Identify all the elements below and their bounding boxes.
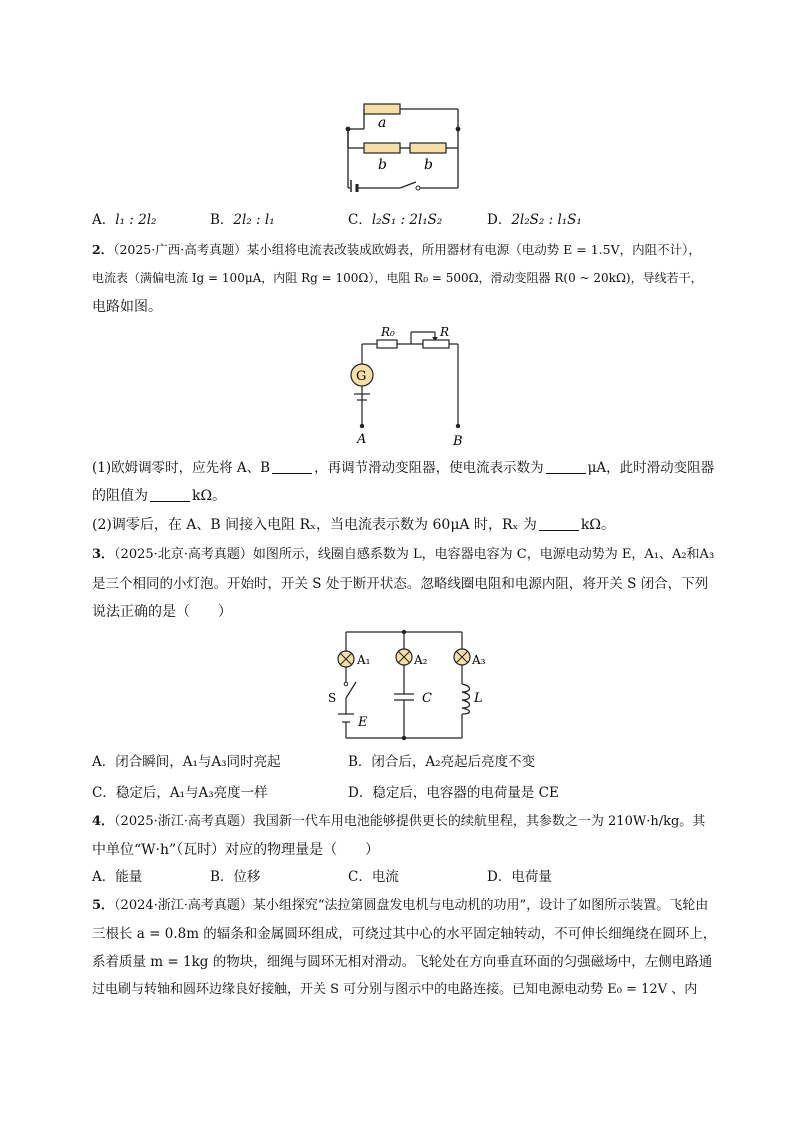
q3-option-d: D．稳定后，电容器的电荷量是 CE <box>348 785 559 801</box>
figure-3-circuit <box>322 626 492 746</box>
q4-option-c: C．电流 <box>348 869 399 885</box>
label-a2: A₂ <box>414 653 428 667</box>
label-s: S <box>328 691 337 705</box>
blank-3[interactable] <box>150 487 190 502</box>
q4-option-a: A．能量 <box>92 869 143 885</box>
q3-option-b: B．闭合后，A₂亮起后亮度不变 <box>348 754 536 770</box>
label-r0: R₀ <box>381 325 395 339</box>
label-b-terminal: B <box>453 434 463 449</box>
label-b2: b <box>424 157 433 173</box>
blank-1[interactable] <box>272 459 312 474</box>
label-e: E <box>358 715 368 730</box>
q2-line-2: 电流表（满偏电流 Ig = 100μA，内阻 Rg = 100Ω），电阻 R₀ = 500Ω，滑动变阻器 R(0 ~ 20kΩ)，导线若干， <box>92 271 703 285</box>
resistor-b1 <box>364 143 400 153</box>
resistor-a <box>364 104 400 114</box>
q5-line-1: 5．（2024·浙江·高考真题）某小组探究“法拉第圆盘发电机与电动机的功用”，设计了如图所示装置。飞轮由 <box>92 898 709 913</box>
q1-option-b: B．2l₂ : l₁ <box>210 212 275 228</box>
q5-line-2: 三根长 a = 0.8m 的辐条和金属圆环组成，可绕过其中心的水平固定轴转动，不可伸长细绳绕在圆环上， <box>92 926 717 942</box>
rheostat-r <box>423 340 449 348</box>
q5-line-4: 过电刷与转轴和圆环边缘良好接触，开关 S 可分别与图示中的电路连接。已知电源电动势 E₀ = 12V 、内 <box>92 982 698 997</box>
q4-option-b: B．位移 <box>210 869 261 885</box>
blank-2[interactable] <box>546 459 586 474</box>
label-g: G <box>356 369 367 384</box>
q4-line-2: 中单位“W·h”（瓦时）对应的物理量是（ ） <box>92 842 380 858</box>
q3-option-c: C．稳定后，A₁与A₃亮度一样 <box>92 785 268 801</box>
q3-line-2: 是三个相同的小灯泡。开始时，开关 S 处于断开状态。忽略线圈电阻和电源内阻，将开关 S 闭合，下列 <box>92 576 709 592</box>
q1-option-d: D．2l₂S₂ : l₁S₁ <box>487 212 582 228</box>
figure-2-circuit <box>343 322 473 452</box>
label-a3: A₃ <box>472 653 486 667</box>
resistor-r0 <box>377 340 397 348</box>
q4-option-d: D．电荷量 <box>487 869 552 885</box>
q2-sub2: (2)调零后，在 A、B 间接入电阻 Rₓ，当电流表示数为 60μA 时，Rₓ 为 kΩ。 <box>92 517 615 533</box>
resistor-b2 <box>410 143 446 153</box>
q1-option-c: C．l₂S₁ : 2l₁S₂ <box>348 212 443 228</box>
lamp-a1 <box>338 651 354 667</box>
figure-1-circuit <box>318 96 488 192</box>
q3-line-3: 说法正确的是（ ） <box>92 604 232 620</box>
label-a: a <box>378 115 387 131</box>
label-c: C <box>422 691 432 706</box>
q2-sub1-line2: 的阻值为 kΩ。 <box>92 488 227 504</box>
q1-option-a: A．l₁ : 2l₂ <box>92 212 157 228</box>
label-a-terminal: A <box>357 432 367 447</box>
q5-line-3: 系着质量 m = 1kg 的物块，细绳与圆环无相对滑动。飞轮处在方向垂直环面的匀强磁场中，左侧电路通 <box>92 954 713 970</box>
blank-4[interactable] <box>539 516 579 531</box>
q2-sub1-line1: (1)欧姆调零时，应先将 A、B ，再调节滑动变阻器，使电流表示数为 μA，此时滑动变阻器 <box>92 460 715 476</box>
label-a1: A₁ <box>357 653 371 667</box>
label-l: L <box>474 691 483 706</box>
q2-line-3: 电路如图。 <box>92 299 162 315</box>
q2-line-1: 2．（2025·广西·高考真题）某小组将电流表改装成欧姆表，所用器材有电源（电动势 E = 1.5V，内阻不计）， <box>92 242 701 257</box>
lamp-a3 <box>454 649 470 665</box>
lamp-a2 <box>396 649 412 665</box>
q3-option-a: A．闭合瞬间，A₁与A₃同时亮起 <box>92 754 281 770</box>
label-r: R <box>440 325 450 339</box>
q3-line-1: 3．（2025·北京·高考真题）如图所示，线圈自感系数为 L，电容器电容为 C，电源电动势为 E，A₁、A₂和A₃ <box>92 547 715 562</box>
q4-line-1: 4．（2025·浙江·高考真题）我国新一代车用电池能够提供更长的续航里程，其参数之一为 210W·h/kg。其 <box>92 814 706 829</box>
label-b1: b <box>378 157 387 173</box>
